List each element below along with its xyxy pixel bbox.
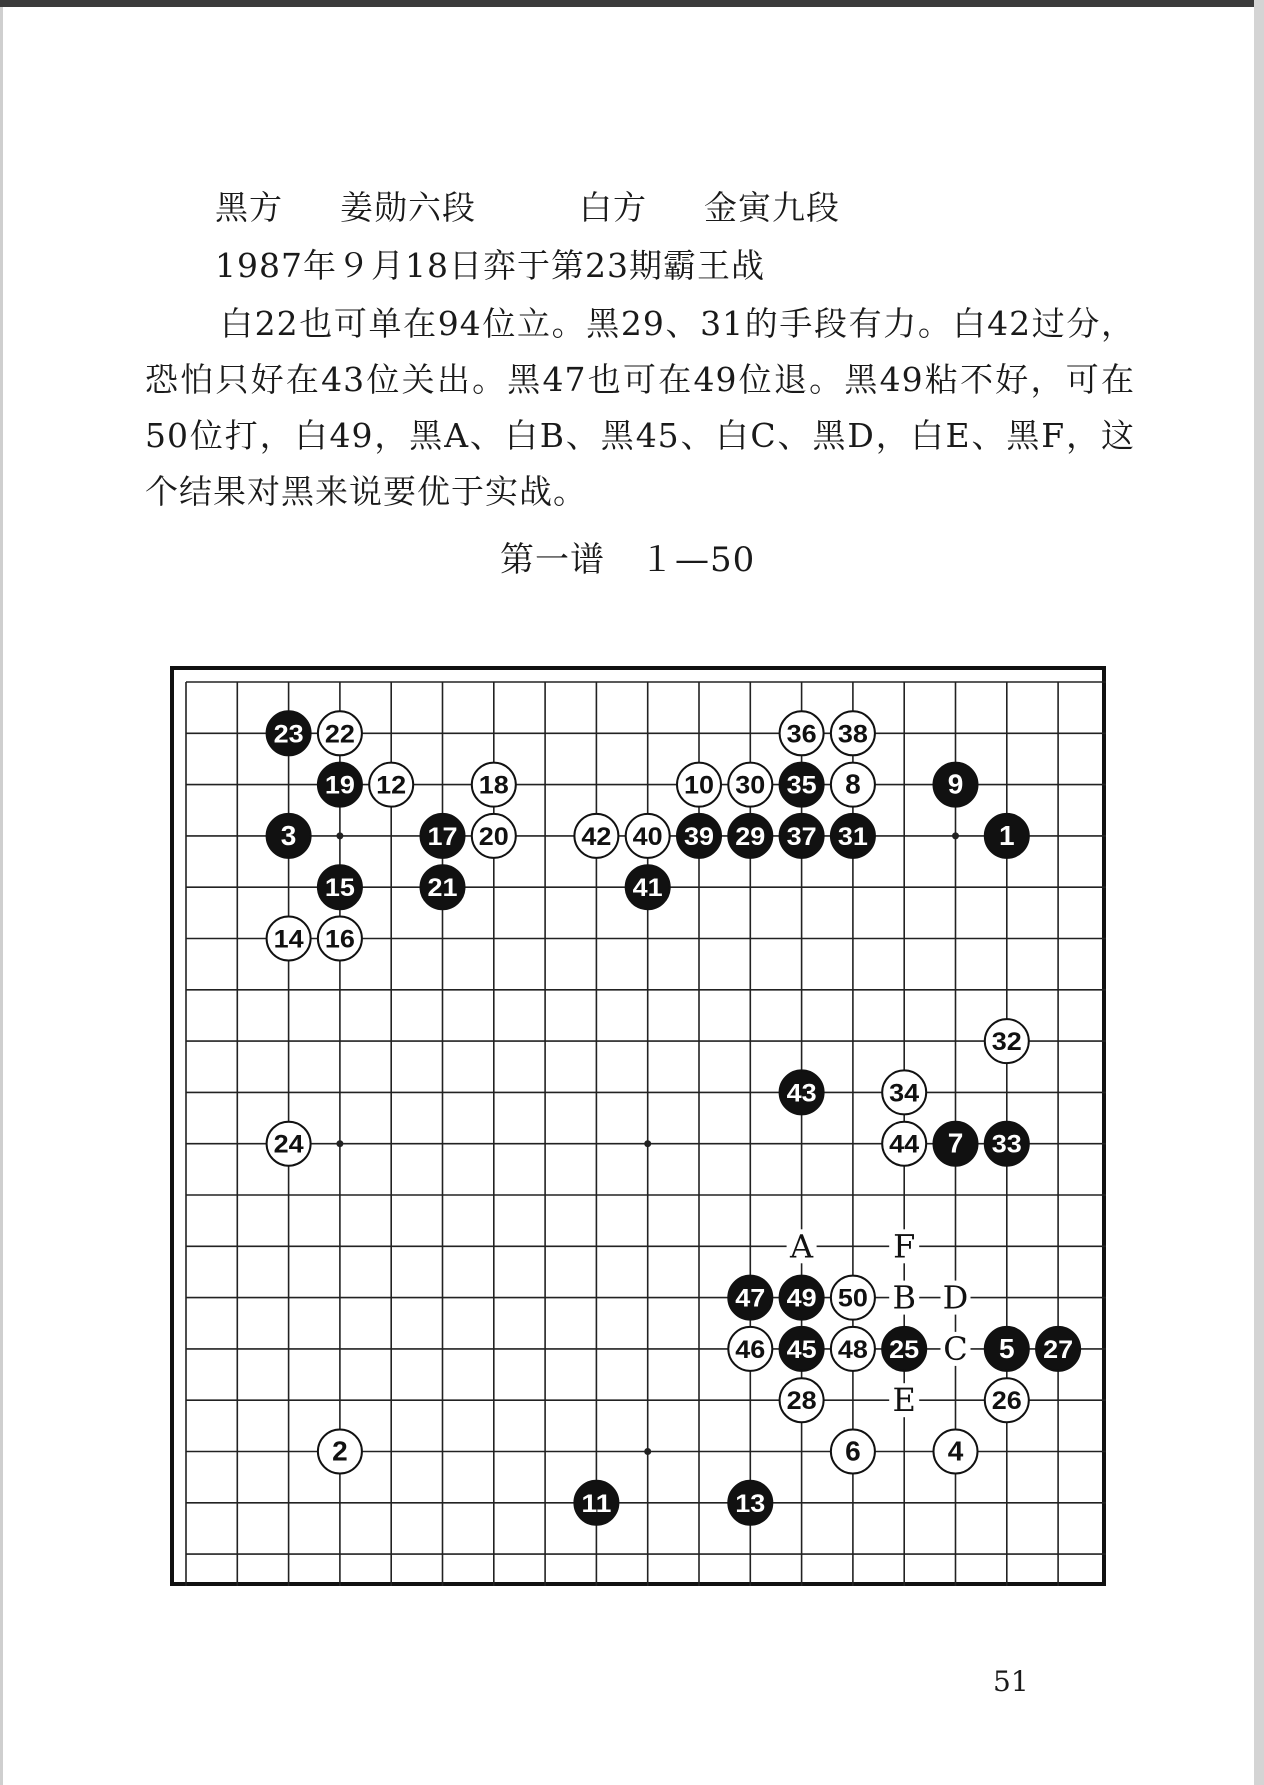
white-stone-2 (318, 1430, 362, 1474)
stone-number: 5 (999, 1332, 1015, 1364)
black-stone-29 (728, 814, 772, 858)
stone-number: 19 (324, 771, 355, 800)
white-stone-8 (831, 763, 875, 807)
white-stone-38 (831, 711, 875, 755)
black-stone-13 (728, 1481, 772, 1525)
black-stone-47 (728, 1276, 772, 1320)
white-stone-44 (882, 1122, 926, 1166)
black-player: 姜勋六段 (340, 188, 476, 227)
black-stone-33 (985, 1122, 1029, 1166)
black-stone-11 (574, 1481, 618, 1525)
stone-number: 3 (280, 819, 297, 851)
stone-number: 33 (991, 1130, 1022, 1159)
marker-f-label: F (893, 1227, 916, 1266)
black-stone-3 (267, 814, 311, 858)
marker-c-label: C (943, 1329, 968, 1368)
stone-number: 22 (324, 720, 355, 749)
stone-number: 41 (632, 874, 663, 903)
white-stone-40 (626, 814, 670, 858)
stone-number: 26 (991, 1387, 1022, 1416)
black-stone-1 (985, 814, 1029, 858)
black-stone-7 (934, 1122, 978, 1166)
black-stone-15 (318, 865, 362, 909)
black-stone-49 (780, 1276, 824, 1320)
stone-number: 6 (845, 1435, 861, 1467)
white-player: 金寅九段 (704, 188, 840, 227)
star-point (336, 1140, 343, 1147)
stone-number: 8 (845, 768, 861, 800)
white-stone-26 (985, 1378, 1029, 1422)
black-stone-43 (780, 1070, 824, 1114)
stone-number: 15 (324, 874, 355, 903)
stone-number: 34 (889, 1079, 920, 1108)
black-stone-25 (882, 1327, 926, 1371)
white-stone-16 (318, 917, 362, 961)
black-stone-9 (934, 763, 978, 807)
stone-number: 42 (581, 822, 612, 851)
stone-number: 12 (376, 771, 407, 800)
black-stone-31 (831, 814, 875, 858)
stone-number: 11 (581, 1489, 612, 1518)
stone-number: 24 (273, 1130, 304, 1159)
stone-number: 13 (735, 1489, 766, 1518)
commentary-text: 白22也可单在94位立。黑29、31的手段有力。白42过分，恐怕只好在43位关出。黑47也可在49位退。黑49粘不好，可在50位打，白49，黑A、白B、黑45、白C、黑D，白E、黑F，这个结果对黑来说要优于实战。 (145, 304, 1135, 511)
black-stone-21 (421, 865, 465, 909)
stone-number: 7 (947, 1127, 964, 1159)
marker-e-label: E (892, 1381, 916, 1420)
star-point (336, 832, 343, 839)
stone-number: 17 (427, 822, 458, 851)
stone-number: 25 (889, 1335, 920, 1364)
black-stone-35 (780, 763, 824, 807)
white-stone-32 (985, 1019, 1029, 1063)
stone-number: 30 (735, 771, 766, 800)
go-board-diagram (170, 666, 1106, 1586)
star-point (644, 1140, 651, 1147)
marker-b-label: B (892, 1278, 916, 1317)
stone-number: 38 (837, 720, 868, 749)
stone-number: 16 (324, 925, 355, 954)
white-stone-24 (267, 1122, 311, 1166)
white-label: 白方 (579, 188, 647, 227)
black-stone-39 (677, 814, 721, 858)
white-stone-14 (267, 917, 311, 961)
white-stone-30 (728, 763, 772, 807)
white-stone-4 (934, 1430, 978, 1474)
stone-number: 27 (1043, 1335, 1074, 1364)
stone-number: 20 (478, 822, 509, 851)
stone-number: 21 (427, 874, 458, 903)
white-stone-48 (831, 1327, 875, 1371)
stone-number: 50 (837, 1284, 868, 1313)
marker-d-label: D (942, 1278, 969, 1317)
players-line (215, 182, 840, 229)
black-stone-41 (626, 865, 670, 909)
black-stone-17 (421, 814, 465, 858)
black-stone-37 (780, 814, 824, 858)
stone-number: 1 (999, 819, 1015, 851)
stone-number: 4 (947, 1435, 964, 1467)
page-number: 51 (993, 1665, 1029, 1698)
black-label: 黑方 (215, 188, 283, 227)
black-stone-45 (780, 1327, 824, 1371)
stone-number: 46 (735, 1335, 766, 1364)
stone-number: 47 (735, 1284, 766, 1313)
stone-number: 14 (273, 925, 304, 954)
left-border (0, 7, 3, 1785)
white-stone-50 (831, 1276, 875, 1320)
game-date-line: 1987年９月18日弈于第23期霸王战 (215, 246, 765, 285)
star-point (952, 832, 959, 839)
diagram-caption: 第一谱 １—50 (500, 540, 756, 580)
white-stone-46 (728, 1327, 772, 1371)
stone-number: 39 (684, 822, 714, 851)
white-stone-10 (677, 763, 721, 807)
top-border (0, 0, 1264, 7)
white-stone-20 (472, 814, 516, 858)
white-stone-28 (780, 1378, 824, 1422)
black-stone-27 (1036, 1327, 1080, 1371)
right-scrollbar-track[interactable] (1254, 0, 1264, 1785)
white-stone-36 (780, 711, 824, 755)
star-point (644, 1448, 651, 1455)
black-stone-23 (267, 711, 311, 755)
stone-number: 43 (786, 1079, 817, 1108)
black-stone-5 (985, 1327, 1029, 1371)
black-stone-19 (318, 763, 362, 807)
stone-number: 49 (786, 1284, 817, 1313)
stone-number: 45 (786, 1335, 817, 1364)
stone-number: 2 (332, 1435, 348, 1467)
white-stone-22 (318, 711, 362, 755)
white-stone-42 (574, 814, 618, 858)
white-stone-12 (369, 763, 413, 807)
stone-number: 31 (837, 822, 868, 851)
stone-number: 48 (837, 1335, 868, 1364)
marker-a-label: A (790, 1227, 814, 1266)
stone-number: 23 (273, 720, 304, 749)
stone-number: 35 (786, 771, 817, 800)
stone-number: 32 (991, 1028, 1022, 1057)
white-stone-34 (882, 1070, 926, 1114)
stone-number: 9 (947, 768, 964, 800)
stone-number: 10 (684, 771, 714, 800)
stone-number: 28 (786, 1387, 817, 1416)
stone-number: 40 (632, 822, 663, 851)
stone-number: 36 (786, 720, 817, 749)
white-stone-6 (831, 1430, 875, 1474)
stone-number: 37 (786, 822, 817, 851)
white-stone-18 (472, 763, 516, 807)
stone-number: 44 (889, 1130, 920, 1159)
stone-number: 18 (478, 771, 509, 800)
stone-number: 29 (735, 822, 766, 851)
